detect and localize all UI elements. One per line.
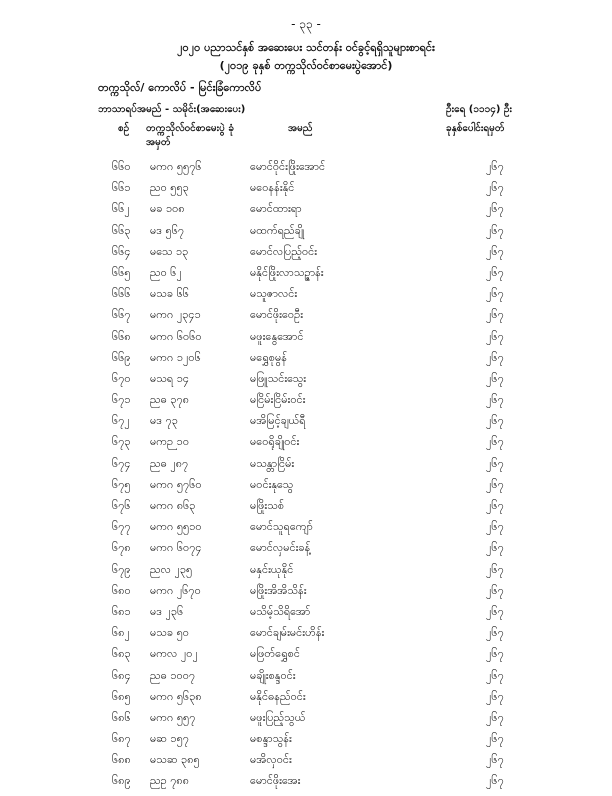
row-seat-number: မကဂ ၅၆၃၈ [150,689,202,703]
row-number: ၆၇၂ [112,414,130,428]
row-score: ၂၆၇ [486,520,504,534]
row-seat-number: ညလ ၂၃၅ [150,562,193,576]
row-seat-number: မကဉ ၁၀ [150,435,190,449]
row-seat-number: ညဓ ၃၇၈ [150,393,189,407]
row-number: ၆၆၂ [112,202,130,216]
row-number: ၆၈၃ [112,647,131,661]
row-name: မရွှေစုမွန် [250,350,287,364]
student-table [0,160,612,796]
row-seat-number: မကဂ ၂၃၄၁ [150,308,201,322]
table-row [0,711,612,732]
row-seat-number: မကဂ ၅၇၆၀ [150,477,202,491]
row-score: ၂၆၇ [486,710,504,724]
table-row [0,308,612,329]
table-row [0,457,612,478]
row-number: ၆၇၃ [112,435,131,449]
row-seat-number: ညဓ ၁၀၀၇ [150,668,196,682]
row-number: ၆၆၆ [112,287,131,301]
row-seat-number: မဒ ၂၃၆ [150,604,184,618]
row-seat-number: ညဓ ၂၈၇ [150,456,189,470]
row-number: ၆၈၅ [112,689,131,703]
table-row [0,669,612,690]
row-name: မဝေရိုချိုဝင်း [250,435,300,449]
table-row [0,160,612,181]
row-name: မောင်ဖိုးဝေဦး [250,308,304,322]
row-score: ၂၆၇ [486,329,504,343]
header-name: အမည် [288,123,313,134]
row-score: ၂၆၇ [486,244,504,258]
department-label: ဘာသာရပ်အမည် - သမိုင်း(အဆေးပေး) [98,104,246,115]
table-row [0,690,612,711]
intake-label: ဦးရေ (၁၁၁၄) ဦး [446,104,512,115]
row-name: မောင်ထားရာ [250,202,302,216]
row-number: ၆၈၁ [112,604,131,618]
table-row [0,605,612,626]
row-name: မအိမြင့်ချယ်ရီ [250,414,306,428]
page-number: - ၃၃ - [291,17,321,31]
table-row [0,647,612,668]
row-number: ၆၈၈ [112,753,131,767]
row-name: မောင်ဝိုင်းဖြိုးအောင် [250,160,326,173]
table-row [0,372,612,393]
row-score: ၂၆၇ [486,668,504,682]
row-seat-number: မကဂ ၅၅၇ [150,710,196,724]
row-number: ၆၇၅ [112,477,131,491]
row-seat-number: မကဂ ၈၆၃ [150,499,196,512]
row-number: ၆၇၄ [112,456,131,470]
table-row [0,202,612,223]
row-name: မစန္ဒာသွန်း [250,732,292,746]
row-score: ၂၆၇ [486,541,504,555]
row-score: ၂၆၇ [486,181,504,195]
row-score: ၂၆၇ [486,393,504,407]
row-score: ၂၆၇ [486,414,504,428]
row-seat-number: မကဂ ၂၆၇၀ [150,583,201,597]
row-number: ၆၇၇ [112,520,131,534]
row-seat-number: မသေ ၁၃ [150,244,189,258]
header-number: စဉ် [118,123,130,134]
row-number: ၆၆၈ [112,329,131,343]
row-number: ၆၇၈ [112,541,131,555]
row-name: မထက်ရည်ချို [250,223,305,237]
row-name: မအိလှဝင်း [250,753,292,767]
row-name: မောင်လှမင်းခန့် [250,541,311,555]
table-row [0,774,612,795]
row-score: ၂၆၇ [486,160,504,173]
row-number: ၆၇၁ [112,393,131,407]
row-name: မချိုးစန္ဒဝင်း [250,668,296,682]
table-row [0,435,612,456]
table-row [0,266,612,287]
table-row [0,351,612,372]
row-score: ၂၆၇ [486,287,504,301]
row-seat-number: မကလ ၂၀၂ [150,647,198,661]
row-name: မနှင်းယုနိုင် [250,562,294,576]
table-row [0,287,612,308]
row-seat-number: မကဂ ၆၀၇၄ [150,541,202,555]
row-name: မောင်လပြည့်ဝင်း [250,244,318,258]
document-title: ၂၀၂၀ ပညာသင်နှစ် အဆေးပေး သင်တန်း ဝင်ခွင့်ရရှိသူများစာရင်း [177,41,435,54]
row-number: ၆၈၂ [112,626,130,640]
row-number: ၆၆၃ [112,223,131,237]
row-name: မဖူးနွေအောင် [250,329,304,343]
row-name: မောင်ချမ်းမင်းဟိန်း [250,626,325,640]
row-name: မောင်ဖိုးအေး [250,774,301,788]
row-number: ၆၈၆ [112,710,131,724]
row-seat-number: မကဂ ၅၅၁၀ [150,520,202,534]
row-score: ၂၆၇ [486,202,504,216]
table-row [0,584,612,605]
row-name: မဖြတ်ရွှေစင် [250,647,300,661]
row-number: ၆၈၇ [112,732,131,746]
row-score: ၂၆၇ [486,647,504,661]
row-seat-number: မဆ ၁၅၇ [150,732,189,746]
table-row [0,478,612,499]
row-seat-number: မဒ ၇၃ [150,414,178,428]
row-score: ၂၆၇ [486,435,504,449]
row-score: ၂၆၇ [486,223,504,237]
row-number: ၆၇၉ [112,562,131,576]
row-name: မသိမ့်သိရိအော် [250,604,311,618]
row-score: ၂၆၇ [486,265,504,279]
row-name: မသူဇာလင်း [250,287,298,301]
row-number: ၆၈၉ [112,774,131,788]
table-row [0,732,612,753]
row-number: ၆၆၉ [112,350,131,364]
row-name: မဖြိုးသစ် [250,499,285,512]
row-seat-number: မဒ ၅၆၇ [150,223,185,237]
university-label: တက္ကသိုလ်/ ကောလိပ် - မြင်းခြံကောလိပ် [98,81,262,94]
row-score: ၂၆၇ [486,774,504,788]
row-seat-number: မသခ ၅၀ [150,626,189,640]
row-score: ၂၆၇ [486,308,504,322]
table-row [0,626,612,647]
table-row [0,753,612,774]
row-number: ၆၆၁ [112,181,131,195]
row-score: ၂၆၇ [486,753,504,767]
row-score: ၂၆၇ [486,732,504,746]
row-name: မဖြူသင်းသွေး [250,371,307,385]
row-name: မငြိမ်းငြိမ်းဝင်း [250,393,306,407]
row-score: ၂၆၇ [486,689,504,703]
row-seat-number: မကဂ ၁၂၀၆ [150,350,201,364]
row-seat-number: မသခ ၆၆ [150,287,189,301]
table-row [0,541,612,562]
row-name: မနိုင်ဓနည်ဝင်း [250,689,306,703]
document-subtitle: (၂၀၁၉ ခုနှစ် တက္ကသိုလ်ဝင်စာမေးပွဲအောင်) [219,59,393,72]
row-score: ၂၆၇ [486,350,504,364]
row-seat-number: ညဝ ၆၂ [150,265,182,279]
row-name: မောင်သူရကျော် [250,520,313,534]
row-name: မဖူးပြည့်သွယ် [250,710,306,724]
table-row [0,414,612,435]
row-number: ၆၈၄ [112,668,131,682]
table-row [0,520,612,541]
row-score: ၂၆၇ [486,477,504,491]
table-row [0,245,612,266]
row-score: ၂၆၇ [486,604,504,618]
row-name: မနိုင်ဖြိုးလာသဉ္ဇာန်း [250,265,324,279]
table-row [0,224,612,245]
table-row [0,563,612,584]
row-name: မဝေနန်းနိုင် [250,181,295,195]
row-name: မဝင်းနုသွေ [250,477,294,491]
table-row [0,181,612,202]
row-seat-number: ညဥ ၇၈၈ [150,774,189,788]
row-number: ၆၆၅ [112,265,131,279]
row-score: ၂၆၇ [486,626,504,640]
row-score: ၂၆၇ [486,499,504,512]
row-seat-number: မကဂ ၆၀၆၀ [150,329,202,343]
header-score: ခုနှစ်ပေါင်းရမှတ် [446,123,505,134]
header-seat-number: တက္ကသိုလ်ဝင်စာမေးပွဲ ခုံအမှတ် [146,123,234,148]
row-score: ၂၆၇ [486,456,504,470]
row-name: မဖြိုးအိအိသိန်း [250,583,307,597]
row-seat-number: မကဂ ၅၅၇၆ [150,160,202,173]
row-score: ၂၆၇ [486,562,504,576]
row-seat-number: ညဝ ၅၅၃ [150,181,189,195]
row-number: ၆၆၇ [112,308,131,322]
row-seat-number: မသဆ ၃၈၅ [150,753,200,767]
table-row [0,330,612,351]
row-score: ၂၆၇ [486,583,504,597]
row-number: ၆၆၄ [112,244,131,258]
row-score: ၂၆၇ [486,371,504,385]
row-seat-number: မခ ၁၀၈ [150,202,185,216]
row-number: ၆၇၆ [112,499,131,512]
row-name: မသန္တာငြိမ်း [250,456,295,470]
table-row [0,499,612,520]
row-number: ၆၇၀ [112,371,131,385]
row-seat-number: မသရ ၁၄ [150,371,190,385]
row-number: ၆၈၀ [112,583,131,597]
table-row [0,393,612,414]
row-number: ၆၆၀ [112,160,131,173]
